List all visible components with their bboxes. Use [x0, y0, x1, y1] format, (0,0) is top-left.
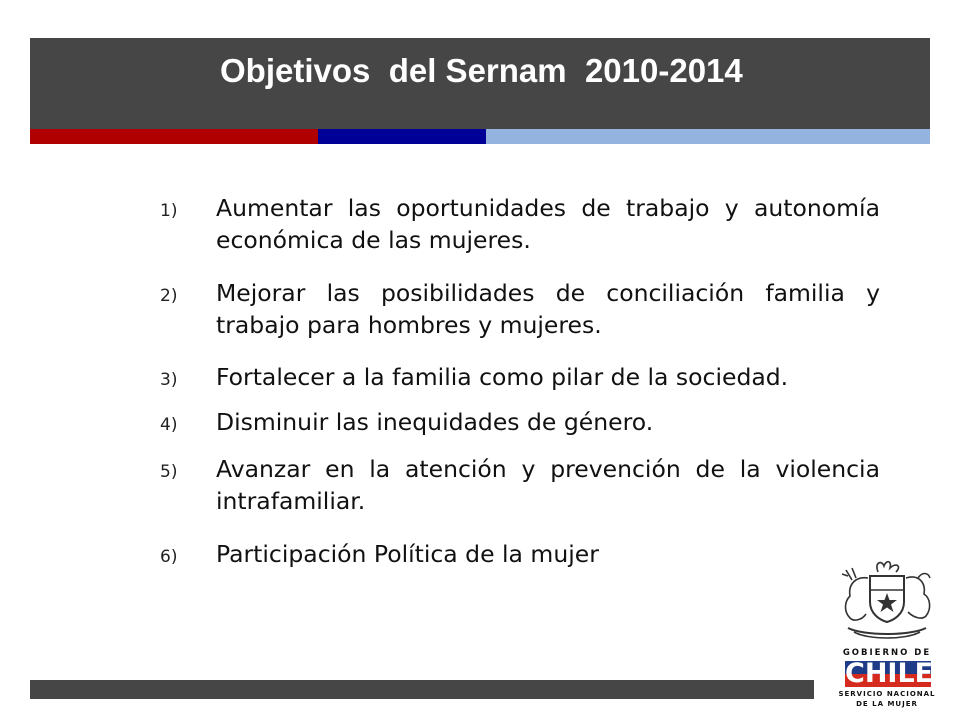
- logo-chile-block: [845, 658, 934, 689]
- logo-text-gobierno: GOBIERNO DE: [842, 648, 932, 658]
- objective-number: 5): [160, 462, 178, 482]
- logo-text-mujer: DE LA MUJER: [856, 700, 918, 708]
- title-bar: [30, 38, 930, 129]
- objective-number: 6): [160, 547, 178, 567]
- coat-of-arms-icon: [834, 558, 940, 644]
- objective-text: Mejorar las posibilidades de conciliación familia y trabajo para hombres y mujeres.: [216, 279, 880, 339]
- objective-number: 3): [160, 370, 178, 390]
- objective-text: Fortalecer a la familia como pilar de la sociedad.: [216, 363, 789, 391]
- objective-number: 2): [160, 286, 178, 306]
- objective-text: Disminuir las inequidades de género.: [216, 408, 654, 436]
- objective-text: Avanzar en la atención y prevención de la violencia intrafamiliar.: [216, 455, 880, 515]
- logo-text-chile: CHILE: [845, 658, 934, 689]
- objective-text: Aumentar las oportunidades de trabajo y autonomía económica de las mujeres.: [216, 194, 880, 254]
- accent-stripe-red: [30, 129, 318, 144]
- objective-text: Participación Política de la mujer: [216, 540, 599, 568]
- objective-number: 4): [160, 415, 178, 435]
- slide-title: Objetivos del Sernam 2010-2014: [220, 52, 743, 89]
- objective-number: 1): [160, 201, 178, 221]
- accent-stripe-light-blue: [486, 129, 930, 144]
- logo-text-servicio: SERVICIO NACIONAL: [838, 690, 936, 698]
- footer-bar: [30, 680, 814, 699]
- gobierno-de-chile-logo: [828, 558, 946, 718]
- accent-stripe-navy: [318, 129, 486, 144]
